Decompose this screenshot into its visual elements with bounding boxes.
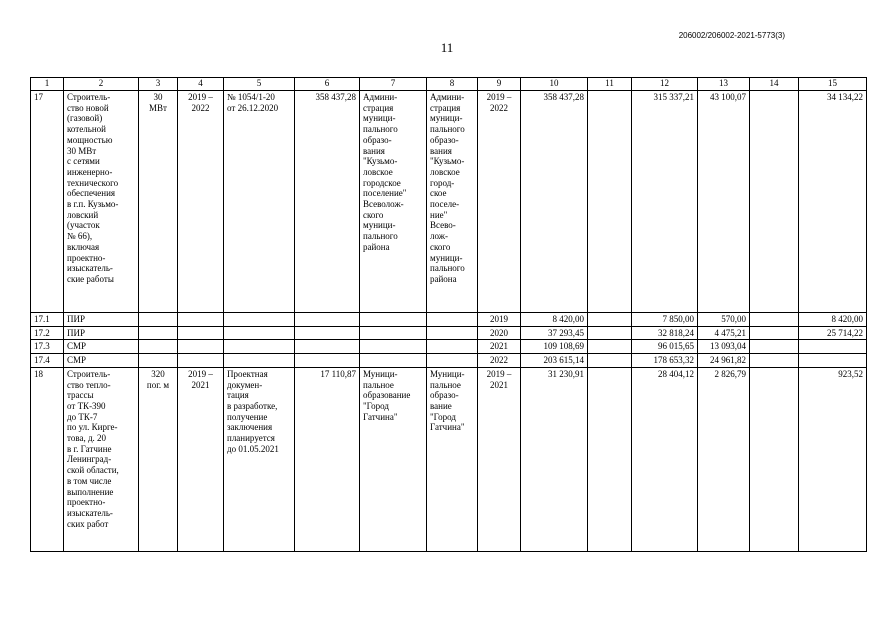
amount-col15: [799, 340, 867, 354]
amount-col12: 315 337,21: [632, 91, 698, 313]
amount-col15: 34 134,22: [799, 91, 867, 313]
investment-table: [30, 77, 867, 552]
amount-col13: 13 093,04: [698, 340, 750, 354]
amount-col13: 2 826,79: [698, 367, 750, 551]
capacity: 320 пог. м: [139, 367, 178, 551]
column-header: 2: [64, 78, 139, 91]
financing-year: 2021: [478, 340, 521, 354]
recipient: Админи- страция муници- пального образо- вания "Кузьмо- ловское город- ское поселе- ние" Всево- лож- ского муници- пального района: [427, 91, 478, 313]
total-amount: 358 437,28: [521, 91, 588, 313]
amount-col12: 178 653,32: [632, 354, 698, 368]
total-amount: 37 293,45: [521, 326, 588, 340]
estimated-cost: 358 437,28: [295, 91, 360, 313]
amount-col11: [588, 367, 632, 551]
work-type: СМР: [64, 340, 139, 354]
work-type: ПИР: [64, 313, 139, 327]
table-row-17-4: [31, 354, 867, 368]
column-header: 6: [295, 78, 360, 91]
amount-col13: 4 475,21: [698, 326, 750, 340]
row-number: 17.1: [31, 313, 64, 327]
amount-col12: 32 818,24: [632, 326, 698, 340]
amount-col15: 25 714,22: [799, 326, 867, 340]
total-amount: 109 108,69: [521, 340, 588, 354]
financing-year: 2022: [478, 354, 521, 368]
amount-col15: 8 420,00: [799, 313, 867, 327]
column-header: 7: [360, 78, 427, 91]
column-header: 4: [178, 78, 224, 91]
column-number-row: [31, 78, 867, 91]
amount-col15: 923,52: [799, 367, 867, 551]
amount-col13: 24 961,82: [698, 354, 750, 368]
column-header: 13: [698, 78, 750, 91]
table-row-18: [31, 367, 867, 551]
amount-col15: [799, 354, 867, 368]
expertise-info: № 1054/1-20 от 26.12.2020: [224, 91, 295, 313]
financing-year: 2020: [478, 326, 521, 340]
financing-year: 2019: [478, 313, 521, 327]
amount-col11: [588, 91, 632, 313]
column-header: 1: [31, 78, 64, 91]
column-header: 14: [750, 78, 799, 91]
page-number: 11: [440, 40, 454, 55]
column-header: 12: [632, 78, 698, 91]
object-name: Строитель- ство тепло- трассы от ТК-390 до ТК-7 по ул. Кирге- това, д. 20 в г. Гатчине Ленинград- ской области, в том числе выполнение проектно- изыскатель- ских работ: [64, 367, 139, 551]
table-row-17-1: [31, 313, 867, 327]
column-header: 5: [224, 78, 295, 91]
row-number: 17.3: [31, 340, 64, 354]
column-header: 15: [799, 78, 867, 91]
period: 2019 – 2021: [178, 367, 224, 551]
period: 2019 – 2022: [178, 91, 224, 313]
amount-col14: [750, 91, 799, 313]
financing-period: 2019 – 2021: [478, 367, 521, 551]
amount-col12: 96 015,65: [632, 340, 698, 354]
table-row-17: [31, 91, 867, 313]
amount-col13: 570,00: [698, 313, 750, 327]
column-header: 3: [139, 78, 178, 91]
object-name: Строитель- ство новой (газовой) котельной мощностью 30 МВт с сетями инженерно- технического обеспечения в г.п. Кузьмо- ловский (участок № 66), включая проектно- изыскатель- ские работы: [64, 91, 139, 313]
column-header: 11: [588, 78, 632, 91]
column-header: 9: [478, 78, 521, 91]
total-amount: 31 230,91: [521, 367, 588, 551]
table-row-17-2: [31, 326, 867, 340]
amount-col12: 28 404,12: [632, 367, 698, 551]
column-header: 8: [427, 78, 478, 91]
customer: Муници- пальное образование "Город Гатчина": [360, 367, 427, 551]
amount-col13: 43 100,07: [698, 91, 750, 313]
row-number: 17.2: [31, 326, 64, 340]
row-number: 17: [31, 91, 64, 313]
document-id: 206002/206002-2021-5773(3): [678, 31, 785, 40]
work-type: ПИР: [64, 326, 139, 340]
work-type: СМР: [64, 354, 139, 368]
customer: Админи- страция муници- пального образо- вания "Кузьмо- ловское городское поселение" Всеволож- ского муници- пального района: [360, 91, 427, 313]
row-number: 17.4: [31, 354, 64, 368]
total-amount: 8 420,00: [521, 313, 588, 327]
amount-col12: 7 850,00: [632, 313, 698, 327]
capacity: 30 МВт: [139, 91, 178, 313]
financing-period: 2019 – 2022: [478, 91, 521, 313]
row-number: 18: [31, 367, 64, 551]
table-row-17-3: [31, 340, 867, 354]
estimated-cost: 17 110,87: [295, 367, 360, 551]
recipient: Муници- пальное образо- вание "Город Гатчина": [427, 367, 478, 551]
total-amount: 203 615,14: [521, 354, 588, 368]
expertise-info: Проектная докумен- тация в разработке, получение заключения планируется до 01.05.2021: [224, 367, 295, 551]
amount-col14: [750, 367, 799, 551]
column-header: 10: [521, 78, 588, 91]
